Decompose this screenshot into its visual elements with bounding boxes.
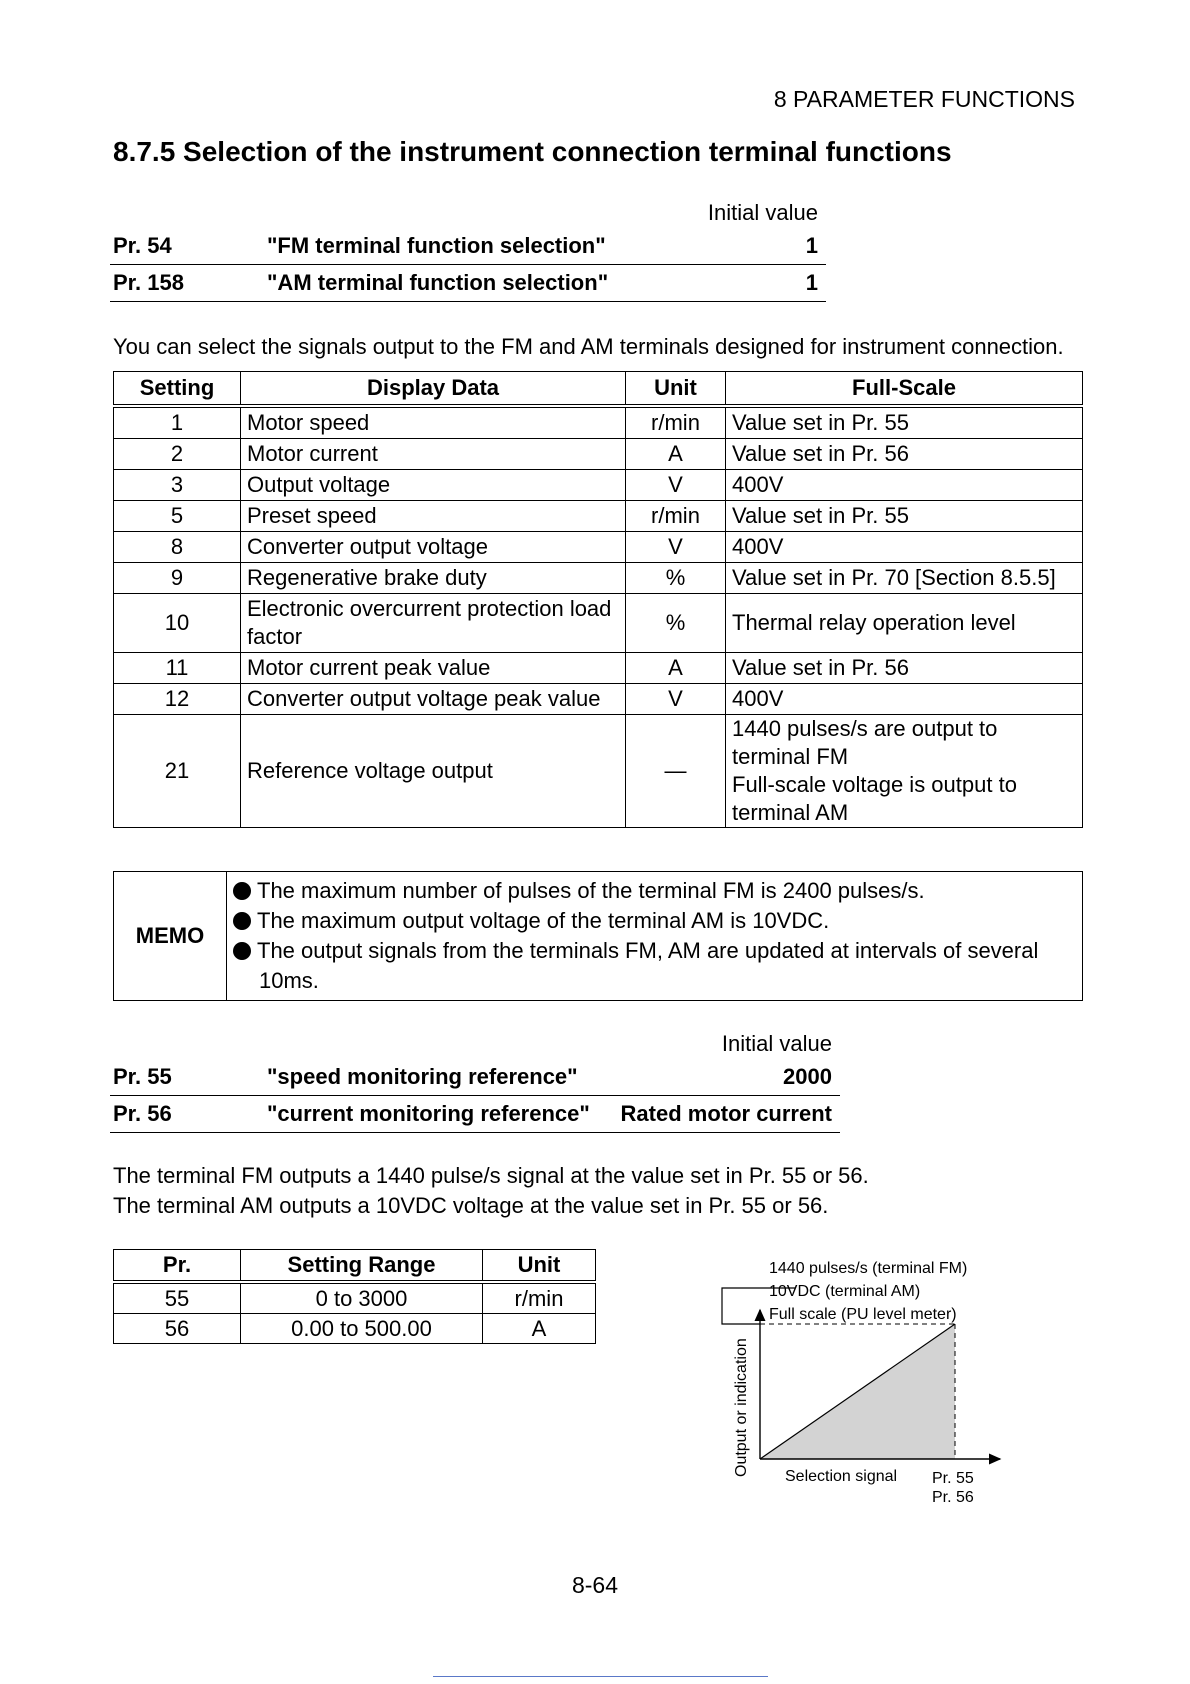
body-text-line: The terminal AM outputs a 10VDC voltage at the value set in Pr. 55 or 56. xyxy=(113,1193,829,1218)
cell-full-scale: 400V xyxy=(726,532,1083,563)
cell-data: Motor speed xyxy=(241,406,626,439)
intro-text: You can select the signals output to the FM and AM terminals designed for instrument connection. xyxy=(113,334,1064,359)
memo-item: The output signals from the terminals FM, AM are updated at intervals of several 10ms. xyxy=(233,936,1076,996)
initial-value-label: Initial value xyxy=(707,200,818,225)
table-row xyxy=(114,594,1083,653)
cell-unit: A xyxy=(483,1314,596,1344)
param-number: Pr. 56 xyxy=(113,1101,172,1126)
table-row xyxy=(114,563,1083,594)
param-name: "FM terminal function selection" xyxy=(267,233,606,258)
table-row xyxy=(114,1314,596,1344)
cell-unit: A xyxy=(626,653,726,684)
cell-full-scale: Value set in Pr. 55 xyxy=(726,406,1083,439)
table-row xyxy=(114,470,1083,501)
cell-data: Output voltage xyxy=(241,470,626,501)
table-row xyxy=(114,653,1083,684)
bullet-icon xyxy=(233,942,251,960)
section-title: 8.7.5 Selection of the instrument connection terminal functions xyxy=(113,136,952,167)
setting-range-table xyxy=(113,1249,596,1344)
body-text-line: The terminal FM outputs a 1440 pulse/s signal at the value set in Pr. 55 or 56. xyxy=(113,1163,869,1188)
table-row xyxy=(114,532,1083,563)
label-am: 10VDC (terminal AM) xyxy=(769,1283,921,1300)
table-row xyxy=(114,501,1083,532)
table-header-row xyxy=(114,372,1083,407)
x-end-label-pr55: Pr. 55 xyxy=(932,1470,974,1487)
col-header-pr: Pr. xyxy=(114,1250,241,1283)
initial-value-label: Initial value xyxy=(721,1031,832,1056)
cell-unit: V xyxy=(626,470,726,501)
col-header-unit: Unit xyxy=(626,372,726,407)
param-initial-value: Rated motor current xyxy=(620,1101,832,1126)
cell-pr: 55 xyxy=(114,1282,241,1314)
table-row xyxy=(114,715,1083,828)
cell-unit: r/min xyxy=(626,501,726,532)
param-row xyxy=(110,1059,840,1096)
page-number: 8-64 xyxy=(571,1572,619,1598)
cell-data: Motor current peak value xyxy=(241,653,626,684)
param-row xyxy=(110,228,826,265)
cell-unit: A xyxy=(626,439,726,470)
param-initial-value: 1 xyxy=(805,233,818,258)
col-header-setting: Setting xyxy=(114,372,241,407)
cell-data: Regenerative brake duty xyxy=(241,563,626,594)
col-header-setting-range: Setting Range xyxy=(241,1250,483,1283)
cell-range: 0 to 3000 xyxy=(241,1282,483,1314)
table-header-row xyxy=(114,1250,596,1283)
table-row xyxy=(114,684,1083,715)
table-row xyxy=(114,406,1083,439)
memo-label: MEMO xyxy=(114,872,227,1001)
cell-range: 0.00 to 500.00 xyxy=(241,1314,483,1344)
col-header-display-data: Display Data xyxy=(241,372,626,407)
cell-full-scale: Thermal relay operation level xyxy=(726,594,1083,653)
cell-setting: 9 xyxy=(114,563,241,594)
param-block-2 xyxy=(110,1029,840,1133)
memo-item: The maximum number of pulses of the terminal FM is 2400 pulses/s. xyxy=(233,876,1076,906)
cell-data: Reference voltage output xyxy=(241,715,626,828)
cell-full-scale: Value set in Pr. 56 xyxy=(726,439,1083,470)
cell-setting: 8 xyxy=(114,532,241,563)
x-end-label-pr56: Pr. 56 xyxy=(932,1489,974,1506)
memo-box xyxy=(113,871,1083,1001)
cell-setting: 10 xyxy=(114,594,241,653)
cell-pr: 56 xyxy=(114,1314,241,1344)
cell-setting: 2 xyxy=(114,439,241,470)
display-data-table xyxy=(113,371,1083,828)
param-number: Pr. 55 xyxy=(113,1064,172,1089)
x-axis-label: Selection signal xyxy=(785,1468,898,1485)
param-row xyxy=(110,1096,840,1133)
label-fm: 1440 pulses/s (terminal FM) xyxy=(769,1260,968,1277)
bullet-icon xyxy=(233,882,251,900)
chapter-header: 8 PARAMETER FUNCTIONS xyxy=(773,86,1075,112)
cell-full-scale: Value set in Pr. 55 xyxy=(726,501,1083,532)
full-scale-line: Full-scale voltage is output to terminal AM xyxy=(732,772,1017,825)
cell-unit: % xyxy=(626,563,726,594)
cell-setting: 1 xyxy=(114,406,241,439)
cell-setting: 12 xyxy=(114,684,241,715)
table-row xyxy=(114,1282,596,1314)
cell-setting: 3 xyxy=(114,470,241,501)
cell-data: Converter output voltage xyxy=(241,532,626,563)
cell-unit: — xyxy=(626,715,726,828)
full-scale-line: 1440 pulses/s are output to terminal FM xyxy=(732,716,998,769)
output-graph xyxy=(710,1240,1020,1515)
cell-data: Converter output voltage peak value xyxy=(241,684,626,715)
param-row xyxy=(110,265,826,302)
param-initial-value: 2000 xyxy=(783,1064,832,1089)
col-header-full-scale: Full-Scale xyxy=(726,372,1083,407)
cell-unit: V xyxy=(626,532,726,563)
param-initial-value: 1 xyxy=(805,270,818,295)
cell-unit: V xyxy=(626,684,726,715)
cell-full-scale: Value set in Pr. 70 [Section 8.5.5] xyxy=(726,563,1083,594)
memo-body xyxy=(227,872,1083,1001)
cell-data: Electronic overcurrent protection load factor xyxy=(241,594,626,653)
cell-full-scale: 400V xyxy=(726,684,1083,715)
param-name: "speed monitoring reference" xyxy=(267,1064,578,1089)
cell-unit: r/min xyxy=(483,1282,596,1314)
cell-data: Preset speed xyxy=(241,501,626,532)
label-full-scale: Full scale (PU level meter) xyxy=(769,1306,957,1323)
param-number: Pr. 158 xyxy=(113,270,184,295)
cell-unit: % xyxy=(626,594,726,653)
cell-setting: 11 xyxy=(114,653,241,684)
bullet-icon xyxy=(233,912,251,930)
cell-setting: 5 xyxy=(114,501,241,532)
param-block-1 xyxy=(110,198,826,302)
y-axis-label: Output or indication xyxy=(733,1338,750,1477)
memo-item: The maximum output voltage of the terminal AM is 10VDC. xyxy=(233,906,1076,936)
cell-full-scale: 400V xyxy=(726,470,1083,501)
footer-divider xyxy=(433,1676,768,1677)
table-row xyxy=(114,439,1083,470)
cell-unit: r/min xyxy=(626,406,726,439)
cell-setting: 21 xyxy=(114,715,241,828)
col-header-unit: Unit xyxy=(483,1250,596,1283)
cell-full-scale: Value set in Pr. 56 xyxy=(726,653,1083,684)
param-number: Pr. 54 xyxy=(113,233,172,258)
param-name: "current monitoring reference" xyxy=(267,1101,590,1126)
cell-full-scale xyxy=(726,715,1083,828)
cell-data: Motor current xyxy=(241,439,626,470)
param-name: "AM terminal function selection" xyxy=(267,270,609,295)
